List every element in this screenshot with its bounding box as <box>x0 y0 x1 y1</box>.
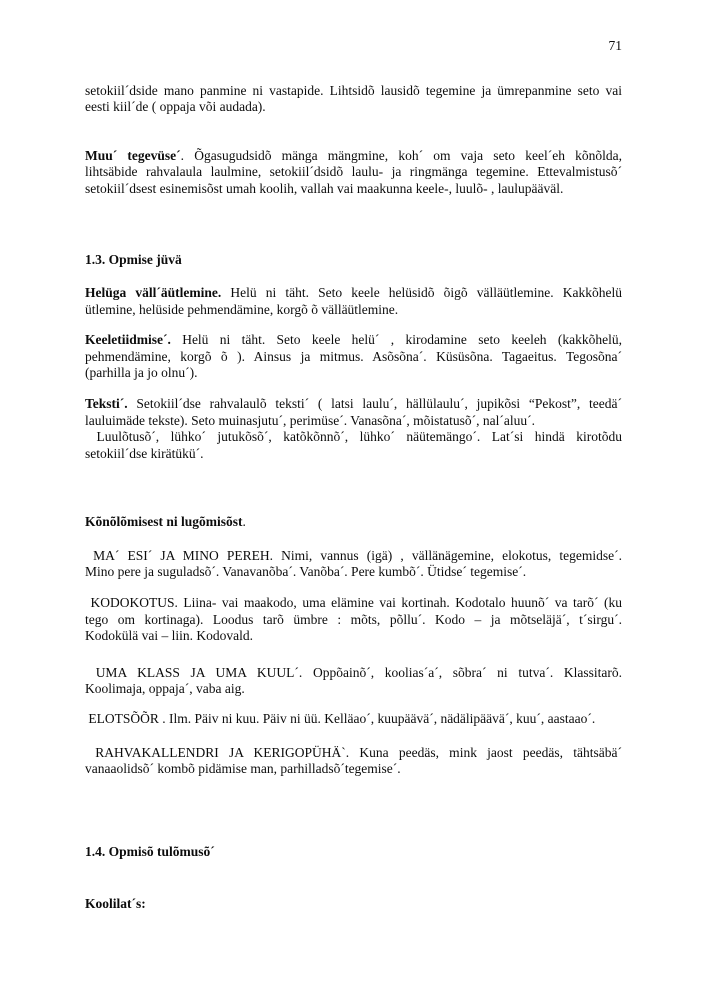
text-line: setokiil´dse kirätükü´. <box>85 445 204 461</box>
paragraph-teksti <box>85 396 622 462</box>
paragraph-muu-tegevuse <box>85 148 622 197</box>
text-line: Mino pere ja suguladsõ´. Vanavanõba´. Vanõba´. Pere kumbõ´. Ütidse´ tegemise´. <box>85 563 527 579</box>
paragraph-setokiil-intro <box>85 83 622 116</box>
text-line: KODOKOTUS. Liina- vai maakodo, uma elämine vai kortinah. Kodotalo huunõ´ va tarõ´ (ku <box>85 595 623 611</box>
paragraph-lead: Helüga väll´äütlemine. <box>85 285 222 301</box>
text-line: Koolimaja, oppaja´, vaba aig. <box>85 680 245 696</box>
paragraph-lead: Teksti´. <box>85 396 128 412</box>
text-line <box>85 148 622 164</box>
subheading-konolomisest <box>85 514 622 530</box>
text-run: Helü ni täht. Seto keele helüsidõ õigõ välläütlemine. Kakkõhelü <box>221 285 623 301</box>
text-run: Helü ni täht. Seto keele helü´ , kirodamine seto keeleh (kakkõhelü, <box>170 332 622 348</box>
text-line: lihtsäbide rahvalaula laulmine, setokiil´dsidõ laulu- ja ringmänga tegemine. Ettevalmistusõ´ <box>85 164 622 180</box>
paragraph-elotsoor <box>85 711 622 727</box>
paragraph-lead: Keeletiidmise´. <box>85 332 171 348</box>
text-line: Kodokülä vai – liin. Kodovald. <box>85 628 253 644</box>
paragraph-kodokotus <box>85 595 622 644</box>
text-line: RAHVAKALLENDRI JA KERIGOPÜHÄ`. Kuna peedäs, mink jaost peedäs, tähtsäbä´ <box>85 744 622 760</box>
text-run: Setokiil´dse rahvalaulõ teksti´ ( latsi laulu´, hällülaulu´, jupikõsi “Pekost”, teedä´ <box>127 396 622 412</box>
text-line <box>85 396 622 412</box>
text-line: (parhilla ja jo olnu´). <box>85 365 198 381</box>
subheading-koolilats: Koolilat´s: <box>85 895 146 911</box>
text-line: Luulõtusõ´, lühko´ jutukõsõ´, katõkõnnõ´, lühko´ näütemängo´. Lat´si hindä kirotõdu <box>85 429 623 445</box>
paragraph-ma-esi <box>85 548 622 581</box>
text-line: ELOTSÕÕR . Ilm. Päiv ni kuu. Päiv ni üü. Kelläao´, kuupäävä´, nädälipäävä´, kuu´, aastaao´. <box>85 711 596 727</box>
text-line: eesti kiil´de ( oppaja või audada). <box>85 99 266 115</box>
text-line: ütlemine, helüside pehmendämine, korgõ õ välläütlemine. <box>85 301 399 317</box>
paragraph-keeletiidmise <box>85 332 622 381</box>
text-line <box>85 514 622 530</box>
text-line: lauluimäde tekste). Seto muinasjutu´, perimüse´. Vanasõna´, mõistatusõ´, nal´aluu´. <box>85 412 536 428</box>
text-line <box>85 285 622 301</box>
text-line: setokiil´dside mano panmine ni vastapide. Lihtsidõ lausidõ tegemine ja ümrepanmine seto vai <box>85 83 622 98</box>
document-content <box>85 83 622 912</box>
text-line <box>85 332 622 348</box>
text-line: UMA KLASS JA UMA KUUL´. Oppõainõ´, koolias´a´, sõbra´ ni tutva´. Klassitarõ. <box>85 664 623 680</box>
text-run: . <box>242 514 246 530</box>
text-line: MA´ ESI´ JA MINO PEREH. Nimi, vannus (igä) , vällänägemine, elokotus, tegemidse´. <box>85 547 622 563</box>
paragraph-uma-klass <box>85 665 622 698</box>
text-line: setokiil´dsest esinemisõst umah koolih, vallah vai maakunna keele-, luulõ- , laulupääväl. <box>85 180 564 196</box>
paragraph-heluga <box>85 285 622 318</box>
text-line: tego om kortinaga). Loodus tarõ ümbre : mõts, põllu´. Kodo – ja mõtseläjä´, t´sirgu´. <box>85 611 622 627</box>
text-line: pehmendämine, korgõ õ ). Ainsus ja mitmus. Asõsõna´. Küsüsõna. Tagaeitus. Tegosõna´ <box>85 348 622 364</box>
page-number: 71 <box>608 38 622 53</box>
text-run: . Õgasugudsidõ mänga mängmine, koh´ om vaja seto keel´eh kõnõlda, <box>180 147 622 163</box>
text-line: vanaaolidsõ´ kombõ pidämise man, parhilladsõ´tegemise´. <box>85 761 401 777</box>
section-heading-1-3: 1.3. Opmise jüvä <box>85 252 182 268</box>
section-heading-1-4: 1.4. Opmisõ tulõmusõ´ <box>85 843 215 859</box>
paragraph-lead: Muu´ tegevüse´ <box>85 147 181 163</box>
paragraph-lead: Kõnõlõmisest ni lugõmisõst <box>85 514 243 530</box>
paragraph-rahvakallendri <box>85 745 622 778</box>
